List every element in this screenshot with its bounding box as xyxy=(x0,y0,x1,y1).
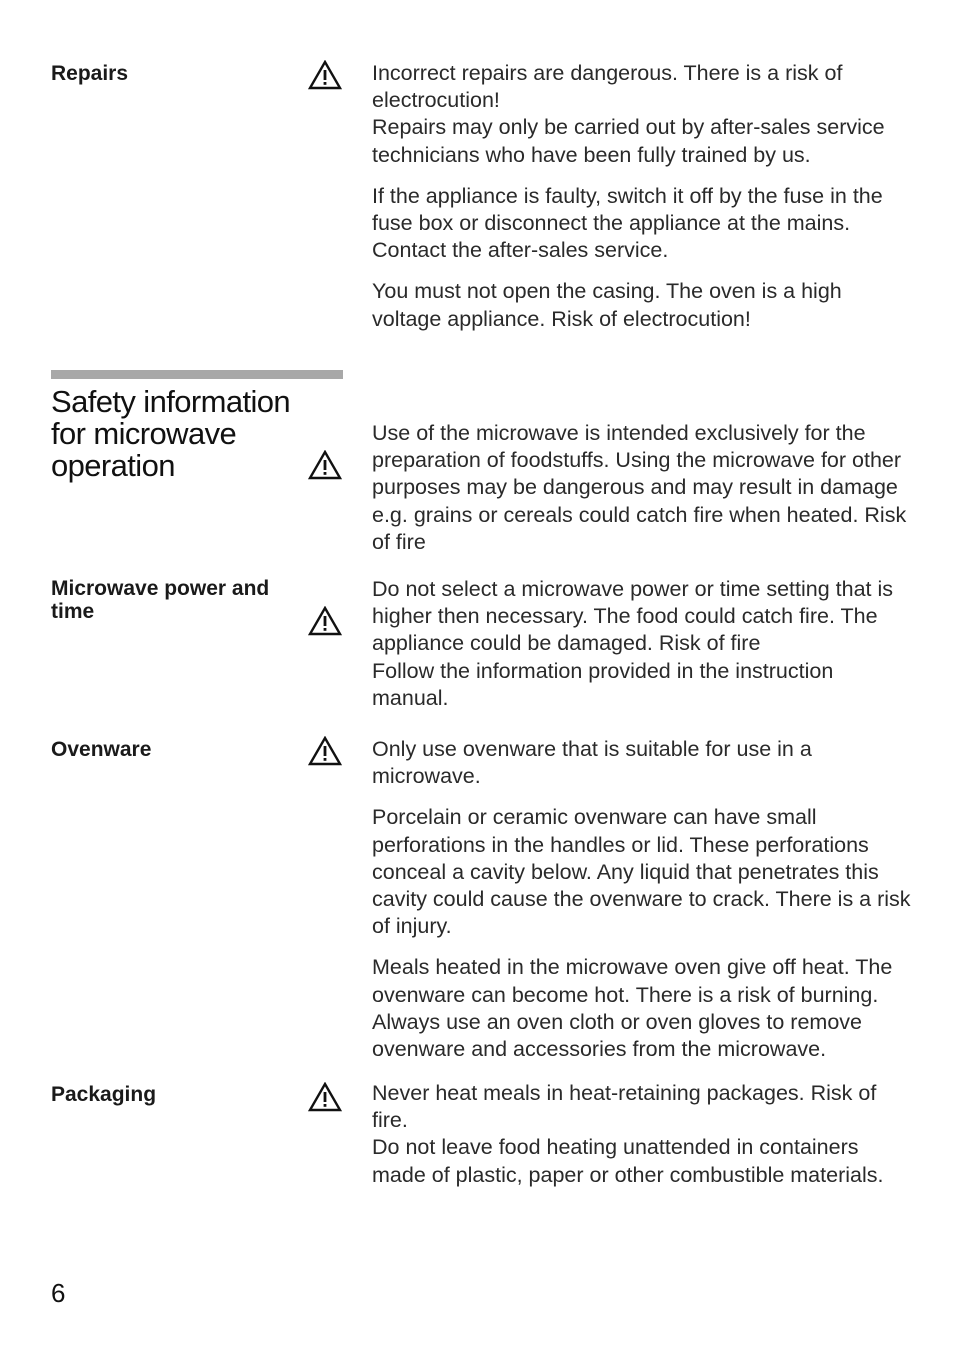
section-label-repairs: Repairs xyxy=(51,62,129,85)
paragraph: Do not leave food heating unattended in containers made of plastic, paper or other combustible materials. xyxy=(372,1135,884,1187)
section-body-ovenware xyxy=(372,736,912,1063)
heading-line: operation xyxy=(51,448,175,483)
warning-triangle-icon xyxy=(308,606,342,636)
warning-triangle-icon xyxy=(308,60,342,90)
section-label-ovenware: Ovenware xyxy=(51,738,152,761)
paragraph: Porcelain or ceramic ovenware can have small perforations in the handles or lid. These perforations conceal a cavity below. Any liquid that penetrates this cavity could cause the ovenware to crack. There is a risk of injury. xyxy=(372,805,911,939)
section-label-power-time: Microwave power and time xyxy=(51,577,270,623)
warning-triangle-icon xyxy=(308,450,342,480)
paragraph: Follow the information provided in the instruction manual. xyxy=(372,658,834,710)
paragraph: Use of the microwave is intended exclusively for the preparation of foodstuffs. Using the microwave for other purposes may be dangerous and may result in damage e.g. grains or cereals could catch fire when heated. Risk of fire xyxy=(372,421,907,554)
heading-line: Safety information xyxy=(51,384,291,419)
page-title xyxy=(51,386,331,482)
paragraph: Never heat meals in heat-retaining packages. Risk of fire. xyxy=(372,1081,877,1133)
page-number: 6 xyxy=(51,1278,66,1308)
warning-triangle-icon xyxy=(308,1082,342,1112)
paragraph: Incorrect repairs are dangerous. There is a risk of electrocution! xyxy=(372,61,843,113)
section-divider xyxy=(51,370,343,379)
paragraph: If the appliance is faulty, switch it off by the fuse in the fuse box or disconnect the appliance at the mains. Contact the after-sales service. xyxy=(372,183,883,263)
paragraph: Do not select a microwave power or time setting that is higher then necessary. The food could catch fire. The appliance could be damaged. Risk of fire xyxy=(372,577,893,656)
section-body-repairs xyxy=(372,60,912,333)
heading-line: for microwave xyxy=(51,416,237,451)
section-body-packaging xyxy=(372,1080,912,1189)
section-body-microwave-intro xyxy=(372,420,912,556)
paragraph: Only use ovenware that is suitable for use in a microwave. xyxy=(372,737,812,789)
section-label-packaging: Packaging xyxy=(51,1083,157,1106)
paragraph: You must not open the casing. The oven is a high voltage appliance. Risk of electrocution! xyxy=(372,279,842,331)
section-body-power-time xyxy=(372,576,912,712)
paragraph: Repairs may only be carried out by after-sales service technicians who have been fully trained by us. xyxy=(372,115,885,167)
warning-triangle-icon xyxy=(308,736,342,766)
paragraph: Meals heated in the microwave oven give off heat. The ovenware can become hot. There is a risk of burning. Always use an oven cloth or oven gloves to remove ovenware and accessories from the microwave. xyxy=(372,955,893,1062)
